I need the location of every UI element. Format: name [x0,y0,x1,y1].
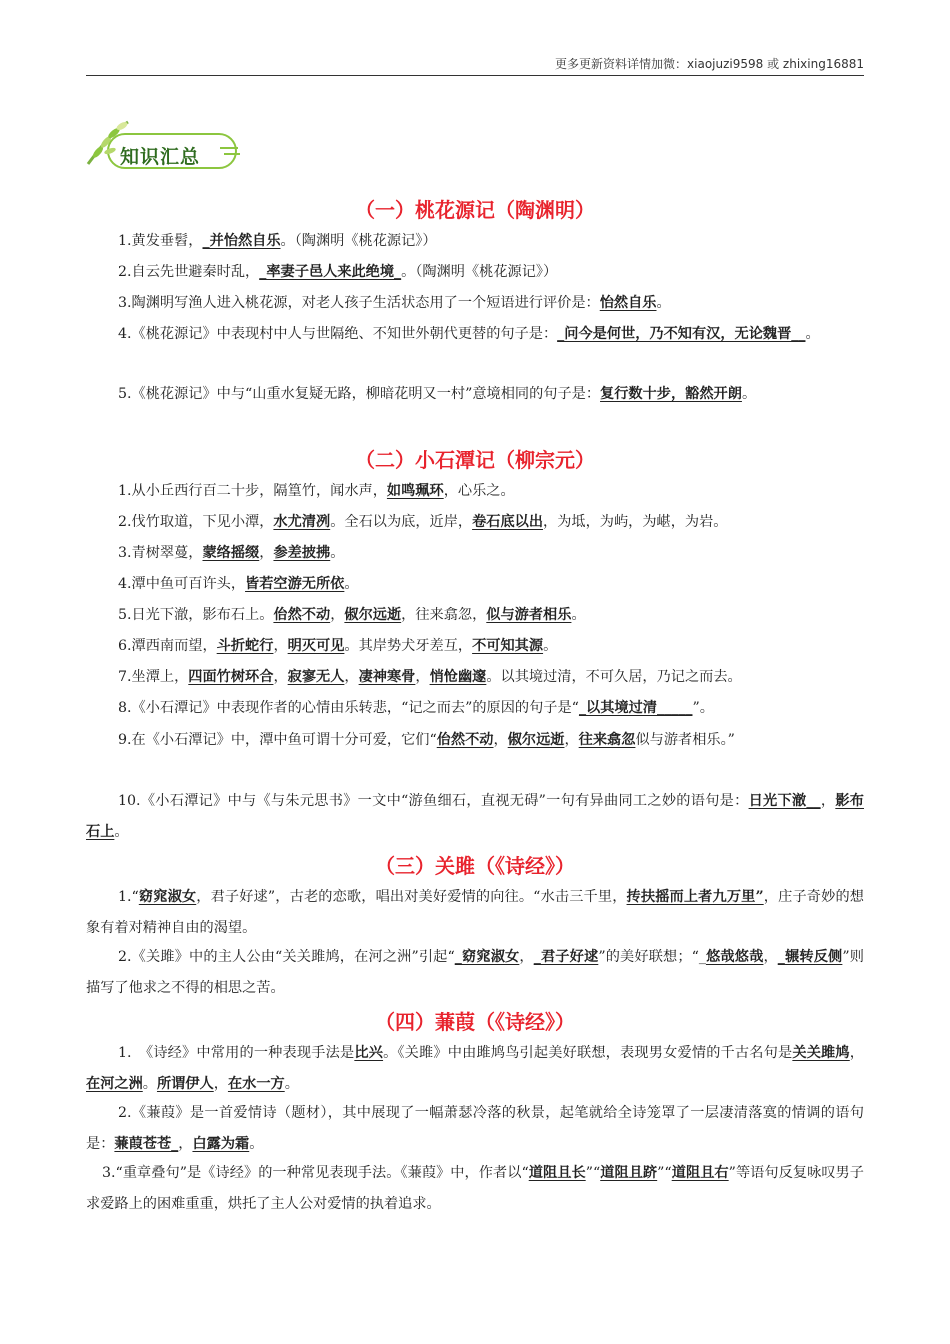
item-text: 5.日光下澈，影布石上。 [118,607,274,623]
answer-text: 水尤清冽 [273,514,331,530]
item-text: 。 [656,295,671,311]
list-item [86,1038,864,1100]
list-item [86,379,864,410]
answer-text: 道阻且右 [671,1165,729,1181]
item-text: 2.自云先世避秦时乱， [118,264,260,280]
list-item [86,288,864,319]
list-item [86,662,864,693]
answer-text: _窈窕淑女 [454,949,520,965]
list-item [86,631,864,662]
item-text: 。 [330,545,345,561]
item-text: ， [259,545,274,561]
answer-text: 白露为霜 [192,1136,250,1152]
answer-text: 日光下澈__ [748,793,821,809]
item-text: 7.坐潭上， [118,669,189,685]
item-text: ， [273,669,288,685]
answer-text: 影布石上 [86,793,864,840]
list-item [86,942,864,1004]
answer-text: 复行数十步，豁然开朗 [600,386,742,402]
list-item [86,600,864,631]
item-text: 。 [344,576,359,592]
item-text: 4.潭中鱼可百许头， [118,576,246,592]
item-text: ”。 [692,700,714,716]
list-item [86,569,864,600]
answer-text: 窈窕淑女 [138,889,197,905]
answer-text: 悄怆幽邃 [429,669,487,685]
page-header [86,55,864,76]
answer-text: 如鸣珮环 [386,483,444,499]
section-title: （三）关雎（《诗经》） [375,854,575,878]
answer-text: 怡然自乐 [599,295,657,311]
answer-text: 似与游者相乐 [486,607,572,623]
item-text: 。其岸势犬牙差互， [344,638,473,654]
list-item [86,319,864,350]
item-text: 1.“ [118,889,139,905]
item-text: 。（陶渊明《桃花源记》） [280,233,437,249]
item-text: 6.潭西南而望， [118,638,217,654]
list-item [86,257,864,288]
answer-text: _率妻子邑人来此绝境_ [259,264,402,280]
item-text: 。 [805,326,820,342]
item-text: 似与游者相乐。” [635,732,735,748]
answer-text: _问今是何世，乃不知有汉，无论魏晋__ [557,326,806,342]
answer-text: 寂寥无人 [287,669,345,685]
answer-text: 明灭可见 [287,638,345,654]
item-text: 9.在《小石潭记》中，潭中鱼可谓十分可爱，它们“ [118,732,437,748]
list-item [86,786,864,848]
item-text: 。 [741,386,757,402]
list-item [86,1098,864,1160]
list-item [86,725,864,756]
item-text: ， [493,732,508,748]
item-text: 1.黄发垂髫， [118,233,203,249]
answer-text: 在水一方 [227,1076,285,1092]
item-text: ， [415,669,430,685]
answer-text: 悠哉悠哉 [705,949,764,965]
answer-text: 佁然不动 [436,732,494,748]
answer-text: 蒙络摇缀 [202,545,260,561]
answer-text: _君子好逑 [533,949,599,965]
section-title: （一）桃花源记（陶渊明） [355,198,595,222]
list-item [86,476,864,507]
answer-text: 道阻且跻 [600,1165,658,1181]
item-text: ”则描写了他求之不得的相思之苦。 [86,949,864,996]
item-text: ， [820,793,836,809]
list-item [86,882,864,944]
item-text: 。 [284,1076,299,1092]
item-text: 4.《桃花源记》中表现村中人与世隔绝、不知世外朝代更替的句子是： [118,326,558,342]
item-text: 。以其境过清，不可久居，乃记之而去。 [486,669,742,685]
list-item [86,538,864,569]
item-text: ”的美好联想；“_ [598,949,706,965]
item-text: 10.《小石潭记》中与《与朱元思书》一文中“游鱼细石，直视无碍”一句有异曲同工之妙的语句是： [118,793,749,809]
item-text: 。 [571,607,586,623]
item-text: ， [344,669,359,685]
item-text: ，庄子奇妙的想象有着对精神自由的渴望。 [86,889,864,936]
answer-text: 关关雎鸠 [792,1045,850,1061]
answer-text: 道阻且长 [528,1165,586,1181]
item-text: 。 [114,824,129,840]
item-text: ，君子好逑”，古老的恋歌，唱出对美好爱情的向往。“水击三千里， [196,889,627,905]
answer-text: 抟扶摇而上者九万里” [626,889,764,905]
item-text: ”“ [657,1165,672,1181]
answer-text: 俶尔远逝 [344,607,402,623]
item-text: 8.《小石潭记》中表现作者的心情由乐转悲，“记之而去”的原因的句子是“ [118,700,579,716]
item-text: 。 [142,1076,157,1092]
item-text: 2.《蒹葭》是一首爱情诗（题材），其中展现了一幅萧瑟冷落的秋景，起笔就给全诗笼罩了一层凄清落寞的情调的语句是： [86,1105,864,1152]
item-text: ”等语句反复咏叹男子求爱路上的困难重重，烘托了主人公对爱情的执着追求。 [86,1165,864,1212]
item-text: 。《关雎》中由雎鸠鸟引起美好联想，表现男女爱情的千古名句是 [383,1045,793,1061]
answer-text: 佁然不动 [273,607,331,623]
item-text: ， [763,949,778,965]
item-text: 。（陶渊明《桃花源记》） [401,264,558,280]
answer-text: 斗折蛇行 [216,638,274,654]
item-text: 3.陶渊明写渔人进入桃花源，对老人孩子生活状态用了一个短语进行评价是： [118,295,600,311]
item-text: ， [519,949,534,965]
item-text: 2.伐竹取道，下见小潭， [118,514,274,530]
answer-text: 参差披拂 [273,545,331,561]
item-text: 。 [249,1136,264,1152]
item-text: 5.《桃花源记》中与“山重水复疑无路，柳暗花明又一村”意境相同的句子是： [118,386,601,402]
item-text: 3.青树翠蔓， [118,545,203,561]
list-item [86,507,864,538]
item-text: 2.《关雎》中的主人公由“关关雎鸠，在河之洲”引起“ [118,949,455,965]
answer-text: 凄神寒骨 [358,669,416,685]
item-text: 3.“重章叠句”是《诗经》的一种常见表现手法。《蒹葭》中，作者以“ [102,1165,529,1181]
answer-text: 所谓伊人 [156,1076,214,1092]
item-text: 。全石以为底，近岸， [330,514,473,530]
list-item [86,1158,864,1220]
section-title: （二）小石潭记（柳宗元） [355,448,595,472]
answer-text: _以其境过清_____ [578,700,693,716]
item-text: ， [564,732,579,748]
item-text: ， [213,1076,228,1092]
item-text: ， [849,1045,864,1061]
section-title: （四）蒹葭（《诗经》） [375,1010,575,1034]
item-text: ，往来翕忽， [401,607,487,623]
item-text: 1.从小丘西行百二十步，隔篁竹，闻水声， [118,483,387,499]
answer-text: 比兴 [354,1045,384,1061]
item-text: ，心乐之。 [443,483,515,499]
answer-text: 往来翕忽 [578,732,636,748]
answer-text: 不可知其源 [472,638,544,654]
answer-text: _辗转反侧 [777,949,843,965]
header-text: 更多更新资料详情加微：xiaojuzi9598 或 zhixing16881 [555,57,864,71]
list-item [86,226,864,257]
answer-text: 四面竹树环合 [188,669,274,685]
item-text: ”“ [585,1165,601,1181]
item-text: ， [273,638,288,654]
answer-text: 俶尔远逝 [507,732,565,748]
badge-label: 知识汇总 [120,146,201,168]
answer-text: _并怡然自乐 [202,233,281,249]
item-text: ， [178,1136,193,1152]
answer-text: 蒹葭苍苍_ [114,1136,179,1152]
item-text: ， [330,607,345,623]
list-item [86,693,864,724]
item-text: ，为坻，为屿，为嵁，为岩。 [543,514,728,530]
answer-text: 卷石底以出 [472,514,544,530]
item-text: 1. 《诗经》中常用的一种表现手法是 [118,1045,355,1061]
answer-text: 在河之洲 [86,1076,143,1092]
answer-text: 皆若空游无所依 [245,576,345,592]
item-text: 。 [543,638,558,654]
